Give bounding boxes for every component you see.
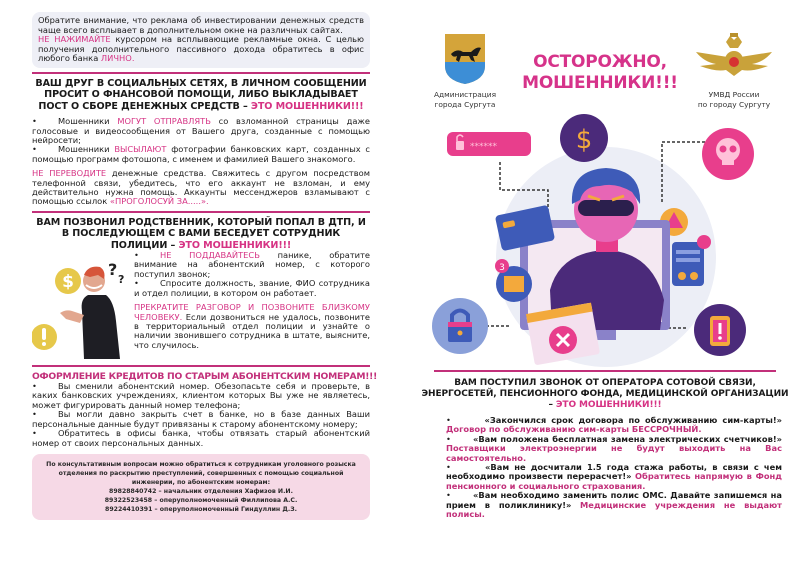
svg-text:******: ****** bbox=[470, 142, 497, 152]
emph: ВЫСЫЛАЮТ bbox=[114, 144, 167, 155]
skull-icon bbox=[702, 128, 754, 180]
right-page bbox=[420, 12, 790, 519]
credits-bullet-3: • Обратитесь в офисы банка, чтобы отвязать старый абонентский номер от своих персональных данных. bbox=[32, 428, 370, 448]
logo-caption: УМВД России bbox=[708, 90, 760, 99]
svg-text:3: 3 bbox=[499, 263, 505, 273]
scam-answer: Договор по обслуживанию сим-карты БЕССРОЧНЫЙ. bbox=[446, 424, 702, 435]
text: Мошенники bbox=[58, 116, 118, 127]
divider bbox=[434, 370, 776, 372]
text: Если дозвониться не удалось, позвоните в территориальный отдел полиции и узнайте о наличии звонившего сотрудника в штате, выясните, что случилось. bbox=[134, 311, 370, 350]
contacts-box bbox=[32, 454, 370, 520]
hacker-illustration bbox=[420, 112, 790, 370]
scam-quote: «Закончился срок договора по обслуживанию сим-карты!» bbox=[484, 415, 783, 425]
title-line: МОШЕННИКИ!!! bbox=[522, 73, 678, 93]
scam-answer: Обратитесь напрямую в Фонд пенсионного и социального страхования. bbox=[446, 471, 782, 491]
divider bbox=[32, 72, 370, 74]
calls-heading-text: ВАМ ПОСТУПИЛ ЗВОНОК ОТ ОПЕРАТОРА СОТОВОЙ СВЯЗИ, ЭНЕРГОСЕТЕЙ, ПЕНСИОННОГО ФОНДА, МЕДИЦИНСКОЙ ОРГАНИЗАЦИИ – bbox=[421, 378, 789, 410]
surgut-administration-logo bbox=[422, 32, 508, 109]
relative-heading-emph: ЭТО МОШЕННИКИ!!! bbox=[178, 239, 292, 251]
social-bullet-1: • Мошенники МОГУТ ОТПРАВЛЯТЬ со взломанной страницы даже голосовые и видеосообщения от Вашего друга, созданные с помощью нейросети; bbox=[32, 116, 370, 145]
investment-notice-box bbox=[32, 12, 370, 68]
relative-section bbox=[32, 217, 370, 361]
relative-heading-text: ВАМ ПОЗВОНИЛ РОДСТВЕННИК, КОТОРЫЙ ПОПАЛ В ДТП, И В ПОСЛЕДУЮЩЕМ С ВАМИ БЕСЕДУЕТ СОТРУДНИК ПОЛИЦИИ – bbox=[36, 216, 366, 251]
social-bullet-2: • Мошенники ВЫСЫЛАЮТ фотографии банковских карт, созданных с помощью программ фотошопа, с именем и фамилией Вашего знакомого. bbox=[32, 144, 370, 164]
contact-phone[interactable]: 89224410391 – оперуполномоченный Гиндуллин Д.З. bbox=[105, 505, 297, 513]
list-item: • «Вам необходимо заменить полис ОМС. Давайте запишемся на прием в поликлинику!» Медицинские учреждения не выдают полисы. bbox=[446, 490, 782, 520]
svg-text:?: ? bbox=[118, 273, 125, 287]
emph: НЕ ПЕРЕВОДИТЕ bbox=[32, 168, 107, 179]
left-page bbox=[32, 12, 378, 520]
divider bbox=[32, 365, 370, 367]
text: панике, обратите внимание на абонентский номер, с которого поступил звонок; bbox=[134, 250, 371, 279]
page-title bbox=[520, 52, 680, 94]
emph: ПРЕКРАТИТЕ РАЗГОВОР И ПОЗВОНИТЕ БЛИЗКОМУ ЧЕЛОВЕКУ. bbox=[134, 302, 370, 322]
list-item: • «Закончился срок договора по обслуживанию сим-карты!» Договор по обслуживанию сим-карты БЕССРОЧНЫЙ. bbox=[446, 415, 783, 435]
header bbox=[420, 12, 790, 112]
title-line: ОСТОРОЖНО, bbox=[533, 52, 667, 72]
notice-warning: НЕ НАЖИМАЙТЕ bbox=[38, 34, 111, 45]
svg-text:$: $ bbox=[575, 125, 593, 155]
text: Спросите должность, звание, ФИО сотрудника и отдел полиции, в котором он работает. bbox=[134, 278, 370, 298]
logo-caption: города Сургута bbox=[434, 99, 496, 109]
social-heading-text: ВАШ ДРУГ В СОЦИАЛЬНЫХ СЕТЯХ, В ЛИЧНОМ СООБЩЕНИИ ПРОСИТ О ФНАНСОВОЙ ПОМОЩИ, ЛИБО ВЫКЛАДЫВАЕТ ПОСТ О СБОРЕ ДЕНЕЖНЫХ СРЕДСТВ – bbox=[35, 77, 367, 112]
emph: МОГУТ ОТПРАВЛЯТЬ bbox=[117, 116, 211, 127]
social-advice bbox=[32, 169, 370, 207]
password-pill-icon bbox=[447, 132, 531, 156]
contact-phone[interactable]: 89828840742 – начальник отделения Хафизов И.И. bbox=[109, 487, 293, 495]
text: фотографии банковских карт, созданных с помощью программ фотошопа, с именем и фамилией Вашего знакомого. bbox=[32, 144, 370, 164]
social-section bbox=[32, 78, 370, 207]
social-heading bbox=[32, 78, 370, 112]
umvd-logo bbox=[688, 32, 780, 109]
text: Вы сменили абонентский номер. Обезопасьте себя и проверьте, в каких банковских учреждениях, клиентом которых Вы уже не являетесь, может фигурировать данный номер телефона; bbox=[32, 381, 370, 410]
padlock-icon bbox=[432, 298, 488, 354]
logo-caption: Администрация bbox=[433, 90, 497, 99]
calls-heading bbox=[420, 378, 790, 411]
credits-bullet-1: • Вы сменили абонентский номер. Обезопасьте себя и проверьте, в каких банковских учреждениях, клиентом которых Вы уже не являетесь, может фигурировать данный номер телефона; bbox=[32, 381, 370, 410]
text: со взломанной страницы даже голосовые и видеосообщения от Вашего друга, созданные с помощью нейросети; bbox=[32, 116, 370, 145]
svg-text:$: $ bbox=[62, 272, 74, 293]
logo-caption: по городу Сургуту bbox=[697, 99, 771, 109]
contact-phone[interactable]: 89322523458 – оперуполномоченный Филлипова А.С. bbox=[104, 496, 298, 504]
scam-quote: «Вам необходимо заменить полис ОМС. Давайте запишемся на прием в поликлинику!» bbox=[446, 490, 782, 510]
credits-bullet-2: • Вы могли давно закрыть счет в банке, но в базе данных Ваши персональные данные будут привязаны к старому абонентскому номеру; bbox=[32, 409, 370, 429]
svg-text:?: ? bbox=[108, 260, 118, 280]
scam-quote: «Вам не досчитали 1.5 года стажа работы, в связи с чем необходимо произвести перерасчет!» bbox=[446, 462, 783, 482]
list-item: • «Вам не досчитали 1.5 года стажа работы, в связи с чем необходимо произвести перерасчет!» Обратитесь напрямую в Фонд пенсионного и социального страхования. bbox=[446, 462, 783, 491]
notice-emphasis: ЛИЧНО. bbox=[100, 53, 135, 64]
scam-answer: Медицинские учреждения не выдают полисы. bbox=[446, 499, 782, 520]
list-item: • «Вам положена бесплатная замена электрических счетчиков!» Поставщики электроэнергии не будут выходить на Вас самостоятельно. bbox=[446, 433, 782, 463]
relative-heading bbox=[32, 217, 370, 251]
confused-man-illustration bbox=[32, 251, 132, 361]
notice-text: Обратите внимание, что реклама об инвестировании денежных средств чаще всего всплывает в дополнительном окне на различных сайтах. bbox=[38, 15, 364, 35]
emph: «ПРОГОЛОСУЙ ЗА.....». bbox=[109, 196, 209, 207]
relative-bullet-1: • НЕ ПОДДАВАЙТЕСЬ панике, обратите внимание на абонентский номер, с которого поступил звонок; bbox=[134, 250, 371, 279]
credits-section bbox=[32, 371, 378, 448]
scam-answer: Поставщики электроэнергии не будут выходить на Вас самостоятельно. bbox=[446, 443, 782, 463]
phone-alert-icon bbox=[694, 304, 746, 356]
text: денежные средства. Свяжитесь с другом посредством телефонной связи, убедитесь, что его аккаунт не взломан, и ему действительно нужна помощь. Аккаунты мессенджеров взламывают с помощью ссылок bbox=[32, 168, 370, 207]
relative-advice bbox=[134, 303, 370, 350]
divider bbox=[32, 211, 370, 213]
scam-quote: «Вам положена бесплатная замена электрических счетчиков!» bbox=[472, 433, 782, 444]
social-heading-emph: ЭТО МОШЕННИКИ!!! bbox=[250, 100, 364, 112]
contacts-intro: По консультативным вопросам можно обратиться к сотрудникам уголовного розыска отделения по раскрытию преступлений, совершенных с помощью социальной инженерии, по абонентским номерам: bbox=[46, 460, 356, 486]
notice-text-2: курсором на всплывающие рекламные окна. С целью получения дополнительного пассивного дохода обратитесь в офис любого банка bbox=[38, 34, 364, 64]
emph: НЕ ПОДДАВАЙТЕСЬ bbox=[160, 250, 260, 261]
text: Вы могли давно закрыть счет в банке, но в базе данных Ваши персональные данные будут привязаны к старому абонентскому номеру; bbox=[32, 409, 370, 429]
dollar-coin-icon bbox=[560, 114, 608, 162]
text: Обратитесь в офисы банка, чтобы отвязать старый абонентский номер от своих персональных данных. bbox=[32, 428, 370, 448]
surgut-coat-of-arms-icon bbox=[443, 32, 487, 86]
double-headed-eagle-icon bbox=[692, 32, 776, 86]
credits-heading: ОФОРМЛЕНИЕ КРЕДИТОВ ПО СТАРЫМ АБОНЕНТСКИМ НОМЕРАМ!!! bbox=[32, 371, 378, 383]
scam-calls-list bbox=[420, 411, 790, 519]
text: Мошенники bbox=[58, 144, 115, 155]
calls-heading-emph: ЭТО МОШЕННИКИ!!! bbox=[555, 400, 662, 410]
relative-bullet-2: • Спросите должность, звание, ФИО сотрудника и отдел полиции, в котором он работает. bbox=[134, 278, 370, 298]
